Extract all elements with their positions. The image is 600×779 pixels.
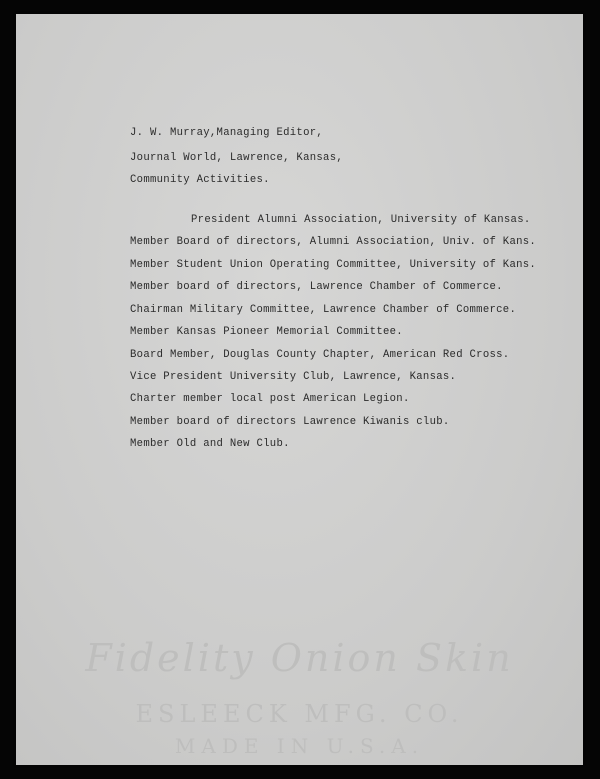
- activity-item: Member Student Union Operating Committee, University of Kans.: [130, 259, 537, 271]
- activity-item: President Alumni Association, University of Kansas.: [191, 214, 531, 226]
- activity-item: Member Old and New Club.: [130, 438, 290, 450]
- activity-item: Member Board of directors, Alumni Association, Univ. of Kans.: [130, 236, 537, 248]
- activity-item: Member board of directors Lawrence Kiwanis club.: [130, 416, 450, 428]
- activity-item: Member Kansas Pioneer Memorial Committee.: [130, 326, 403, 338]
- header-line-organization: Journal World, Lawrence, Kansas,: [130, 152, 344, 164]
- activity-item: Vice President University Club, Lawrence, Kansas.: [130, 371, 457, 383]
- paper-watermark-brand: Fidelity Onion Skin: [85, 636, 514, 680]
- header-line-subject: Community Activities.: [130, 174, 270, 186]
- activity-item: Member board of directors, Lawrence Chamber of Commerce.: [130, 281, 503, 293]
- header-line-name: J. W. Murray,Managing Editor,: [130, 127, 324, 139]
- document-page: [16, 14, 583, 765]
- activity-item: Chairman Military Committee, Lawrence Chamber of Commerce.: [130, 304, 517, 316]
- activity-item: Board Member, Douglas County Chapter, American Red Cross.: [130, 349, 510, 361]
- paper-watermark-origin: MADE IN U.S.A.: [174, 734, 425, 758]
- activity-item: Charter member local post American Legion.: [130, 393, 410, 405]
- paper-watermark-maker: ESLEECK MFG. CO.: [135, 700, 464, 728]
